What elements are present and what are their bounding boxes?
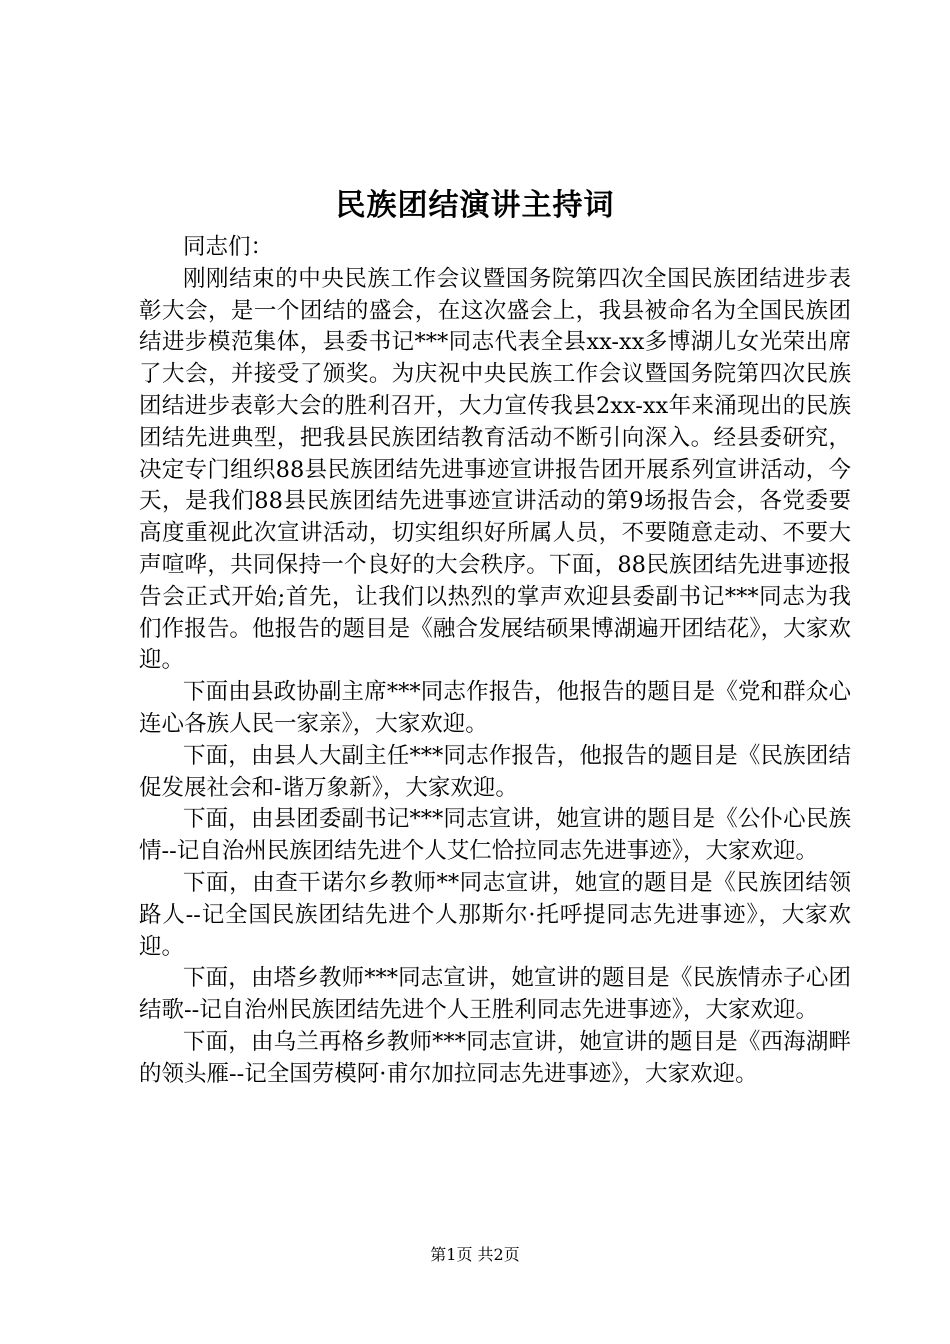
speaker-intro-paragraph: 下面，由塔乡教师***同志宣讲，她宣讲的题目是《民族情赤子心团结歌--记自治州民族团结先进个人王胜利同志先进事迹》，大家欢迎。 [139, 965, 851, 1024]
speaker-intro-paragraph: 下面，由查干诺尔乡教师**同志宣讲，她宣的题目是《民族团结领路人--记全国民族团结先进个人那斯尔·托呼提同志先进事迹》，大家欢迎。 [139, 869, 851, 960]
page-number-footer: 第1页 共2页 [430, 1245, 520, 1264]
document-title: 民族团结演讲主持词 [335, 188, 615, 223]
speaker-intro-paragraph: 下面，由县人大副主任***同志作报告，他报告的题目是《民族团结促发展社会和-谐万象新》，大家欢迎。 [139, 742, 851, 801]
speaker-intro-paragraph: 下面，由乌兰再格乡教师***同志宣讲，她宣讲的题目是《西海湖畔的领头雁--记全国劳模阿·甫尔加拉同志先进事迹》，大家欢迎。 [139, 1028, 851, 1087]
opening-paragraph: 刚刚结束的中央民族工作会议暨国务院第四次全国民族团结进步表彰大会，是一个团结的盛会，在这次盛会上，我县被命名为全国民族团结进步模范集体，县委书记***同志代表全县xx-xx多博湖儿女光荣出席了大会，并接受了颁奖。为庆祝中央民族工作会议暨国务院第四次民族团结进步表彰大会的胜利召开，大力宣传我县2xx-xx年来涌现出的民族团结先进典型，把我县民族团结教育活动不断引向深入。经县委研究，决定专门组织88县民族团结先进事迹宣讲报告团开展系列宣讲活动，今天，是我们88县民族团结先进事迹宣讲活动的第9场报告会，各党委要高度重视此次宣讲活动，切实组织好所属人员，不要随意走动、不要大声喧哗，共同保持一个良好的大会秩序。下面，88民族团结先进事迹报告会正式开始;首先，让我们以热烈的掌声欢迎县委副书记***同志为我们作报告。他报告的题目是《融合发展结硕果博湖遍开团结花》，大家欢迎。 [139, 265, 851, 674]
salutation-paragraph: 同志们： [183, 234, 274, 260]
document-body [139, 232, 851, 1091]
speaker-intro-paragraph: 下面由县政协副主席***同志作报告，他报告的题目是《党和群众心连心各族人民一家亲》，大家欢迎。 [139, 679, 851, 737]
speaker-intro-paragraph: 下面，由县团委副书记***同志宣讲，她宣讲的题目是《公仆心民族情--记自治州民族团结先进个人艾仁恰拉同志先进事迹》，大家欢迎。 [139, 806, 851, 865]
